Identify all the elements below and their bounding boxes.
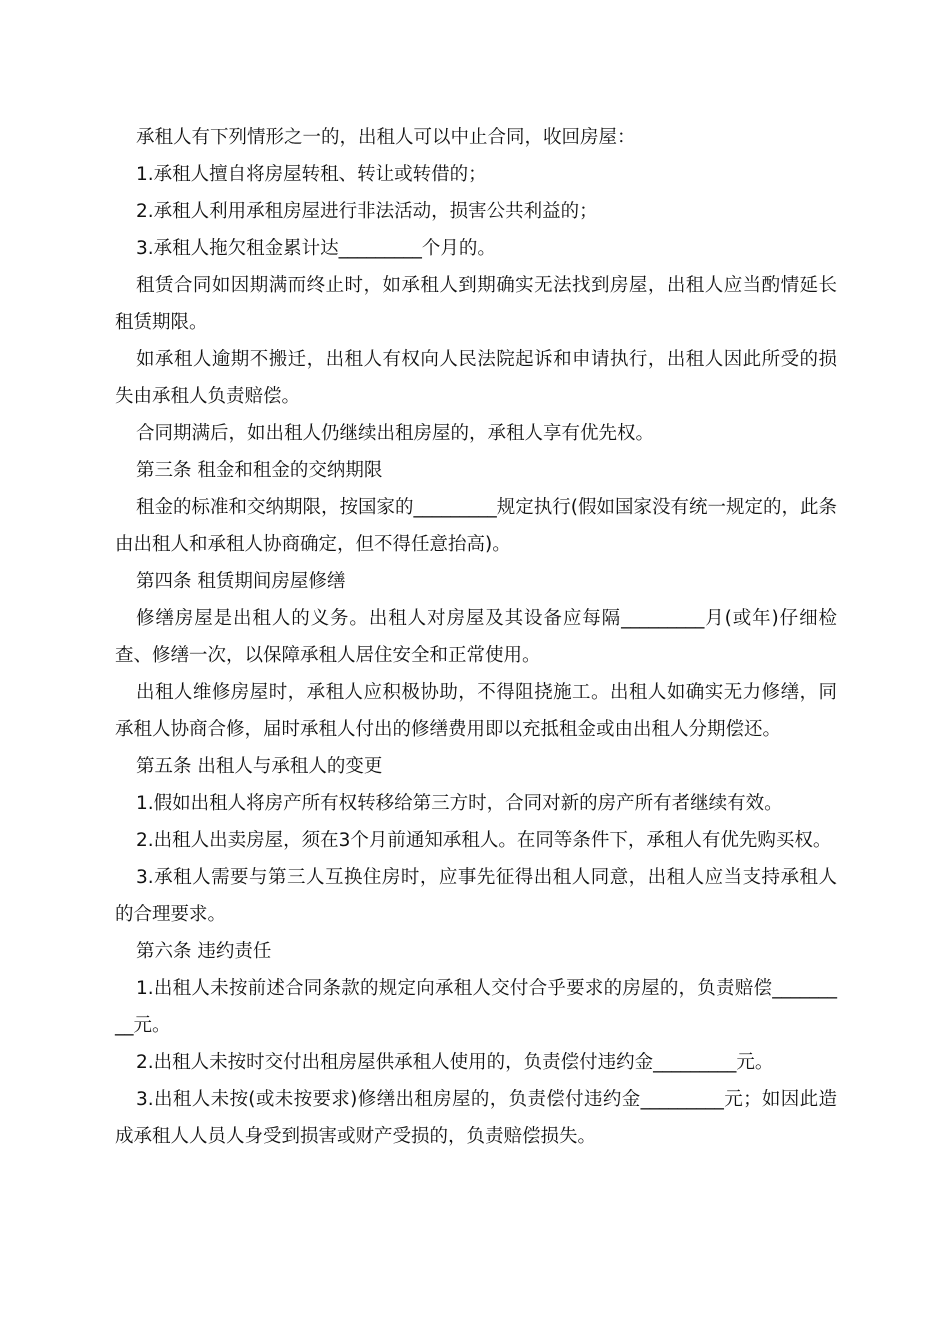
paragraph-termination-item-3: 3.承租人拖欠租金累计达_________个月的。: [136, 238, 496, 259]
paragraph-termination-intro: 承租人有下列情形之一的，出租人可以中止合同，收回房屋：: [136, 127, 636, 148]
heading-article-4: 第四条 租赁期间房屋修缮: [136, 571, 346, 592]
heading-article-5: 第五条 出租人与承租人的变更: [136, 756, 383, 777]
paragraph-rent-standard: 租金的标准和交纳期限，按国家的_________规定执行(假如国家没有统一规定的，此条由出租人和承租人协商确定，但不得任意抬高)。: [115, 497, 837, 555]
document-body: [115, 119, 837, 1155]
paragraph-change-item-2: 2.出租人出卖房屋，须在3个月前通知承租人。在同等条件下，承租人有优先购买权。: [136, 830, 832, 851]
paragraph-breach-item-2: 2.出租人未按时交付出租房屋供承租人使用的，负责偿付违约金_________元。: [136, 1052, 774, 1073]
paragraph-termination-item-1: 1.承租人擅自将房屋转租、转让或转借的；: [136, 164, 487, 185]
paragraph-breach-item-3: 3.出租人未按(或未按要求)修缮出租房屋的，负责偿付违约金_________元；如因此造成承租人人员人身受到损害或财产受损的，负责赔偿损失。: [115, 1089, 837, 1147]
paragraph-change-item-3: 3.承租人需要与第三人互换住房时，应事先征得出租人同意，出租人应当支持承租人的合理要求。: [115, 867, 837, 925]
paragraph-repair-obligation: 修缮房屋是出租人的义务。出租人对房屋及其设备应每隔_________月(或年)仔细检查、修缮一次，以保障承租人居住安全和正常使用。: [115, 608, 837, 666]
paragraph-lease-extension: 租赁合同如因期满而终止时，如承租人到期确实无法找到房屋，出租人应当酌情延长租赁期限。: [115, 275, 837, 333]
paragraph-priority-right: 合同期满后，如出租人仍继续出租房屋的，承租人享有优先权。: [136, 423, 655, 444]
heading-article-6: 第六条 违约责任: [136, 941, 272, 962]
paragraph-termination-item-2: 2.承租人利用承租房屋进行非法活动，损害公共利益的；: [136, 201, 598, 222]
paragraph-change-item-1: 1.假如出租人将房产所有权转移给第三方时，合同对新的房产所有者继续有效。: [136, 793, 783, 814]
paragraph-repair-cooperation: 出租人维修房屋时，承租人应积极协助，不得阻挠施工。出租人如确实无力修缮，同承租人协商合修，届时承租人付出的修缮费用即以充抵租金或由出租人分期偿还。: [115, 682, 837, 740]
paragraph-breach-item-1: 1.出租人未按前述合同条款的规定向承租人交付合乎要求的房屋的，负责赔偿_________元。: [115, 978, 837, 1036]
heading-article-3: 第三条 租金和租金的交纳期限: [136, 460, 383, 481]
paragraph-overdue-eviction: 如承租人逾期不搬迁，出租人有权向人民法院起诉和申请执行，出租人因此所受的损失由承租人负责赔偿。: [115, 349, 837, 407]
